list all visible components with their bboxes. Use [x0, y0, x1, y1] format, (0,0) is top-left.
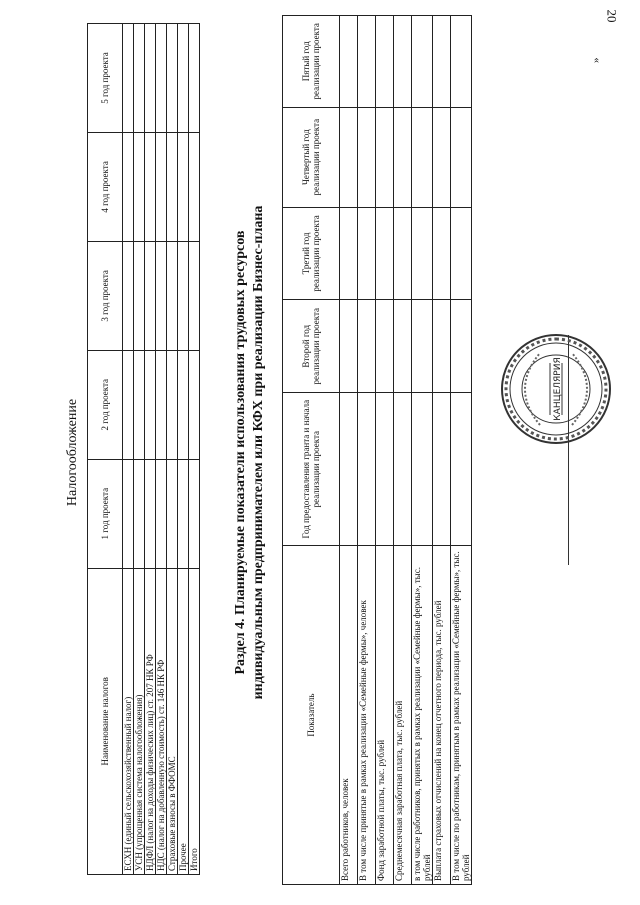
tax-header-year5: 5 год проекта	[88, 24, 123, 133]
labor-header-year3: Третий год реализации проекта	[283, 207, 340, 300]
table-row	[167, 24, 178, 875]
labor-section-title	[232, 0, 268, 905]
labor-header-year4: Четвертый год реализации проекта	[283, 107, 340, 207]
table-row	[145, 24, 156, 875]
table-row	[412, 16, 433, 885]
tax-header-year1: 1 год проекта	[88, 459, 123, 568]
labor-row-label: В том числе по работникам, принятым в рамках реализации «Семейные фермы», тыс. рублей	[451, 546, 472, 885]
tax-header-name: Наименование налогов	[88, 568, 123, 874]
labor-header-year1: Год предоставления гранта и начала реализации проекта	[283, 393, 340, 546]
margin-mark: »	[590, 57, 602, 63]
tax-row-label: Итого	[189, 568, 200, 874]
tax-row-label: ЕСХН (единый сельскохозяйственный налог)	[123, 568, 134, 874]
table-row	[189, 24, 200, 875]
labor-title-line2: индивидуальным предпринимателем или КФХ при реализации Бизнес-плана	[251, 205, 266, 700]
tax-row-label: НДФЛ (налог на доходы физических лиц) ст. 207 НК РФ	[145, 568, 156, 874]
labor-header-year5: Пятый год реализации проекта	[283, 16, 340, 108]
table-row	[394, 16, 412, 885]
labor-row-label: Выплата страховых отчислений на конец отчетного периода, тыс. рублей	[433, 546, 451, 885]
tax-row-label: Прочее	[178, 568, 189, 874]
tax-row-label: УСН (упрощенная система налогообложения)	[134, 568, 145, 874]
tax-table	[87, 23, 200, 875]
labor-header-year2: Второй год реализации проекта	[283, 300, 340, 393]
table-row	[156, 24, 167, 875]
tax-header-year3: 3 год проекта	[88, 241, 123, 350]
tax-header-year2: 2 год проекта	[88, 350, 123, 459]
tax-header-year4: 4 год проекта	[88, 132, 123, 241]
table-row	[451, 16, 472, 885]
labor-row-label: Фонд заработной платы, тыс. рублей	[376, 546, 394, 885]
tax-section-title: Налогообложение	[65, 398, 80, 507]
stamp-label: КАНЦЕЛЯРИЯ	[553, 357, 563, 421]
tax-row-label: НДС (налог на добавленную стоимость) ст. 146 НК РФ	[156, 568, 167, 874]
tax-row-label: Страховые взносы в ФФОМС	[167, 568, 178, 874]
table-row	[134, 24, 145, 875]
table-row	[358, 16, 376, 885]
page-number: 20	[604, 9, 620, 23]
labor-row-label: В том числе принятые в рамках реализации «Семейные фермы», человек	[358, 546, 376, 885]
table-row	[433, 16, 451, 885]
table-row	[376, 16, 394, 885]
official-stamp	[500, 333, 612, 445]
labor-row-label: Всего работников, человек	[340, 546, 358, 885]
table-row	[340, 16, 358, 885]
table-row	[123, 24, 134, 875]
labor-header-indicator: Показатель	[283, 546, 340, 885]
labor-row-label: в том числе работников, принятых в рамках реализации «Семейные фермы», тыс. рублей	[412, 546, 433, 885]
labor-table	[282, 15, 472, 885]
labor-row-label: Среднемесячная заработная плата, тыс. рублей	[394, 546, 412, 885]
labor-title-line1: Раздел 4. Планируемые показатели использования трудовых ресурсов	[233, 230, 248, 675]
table-row	[178, 24, 189, 875]
